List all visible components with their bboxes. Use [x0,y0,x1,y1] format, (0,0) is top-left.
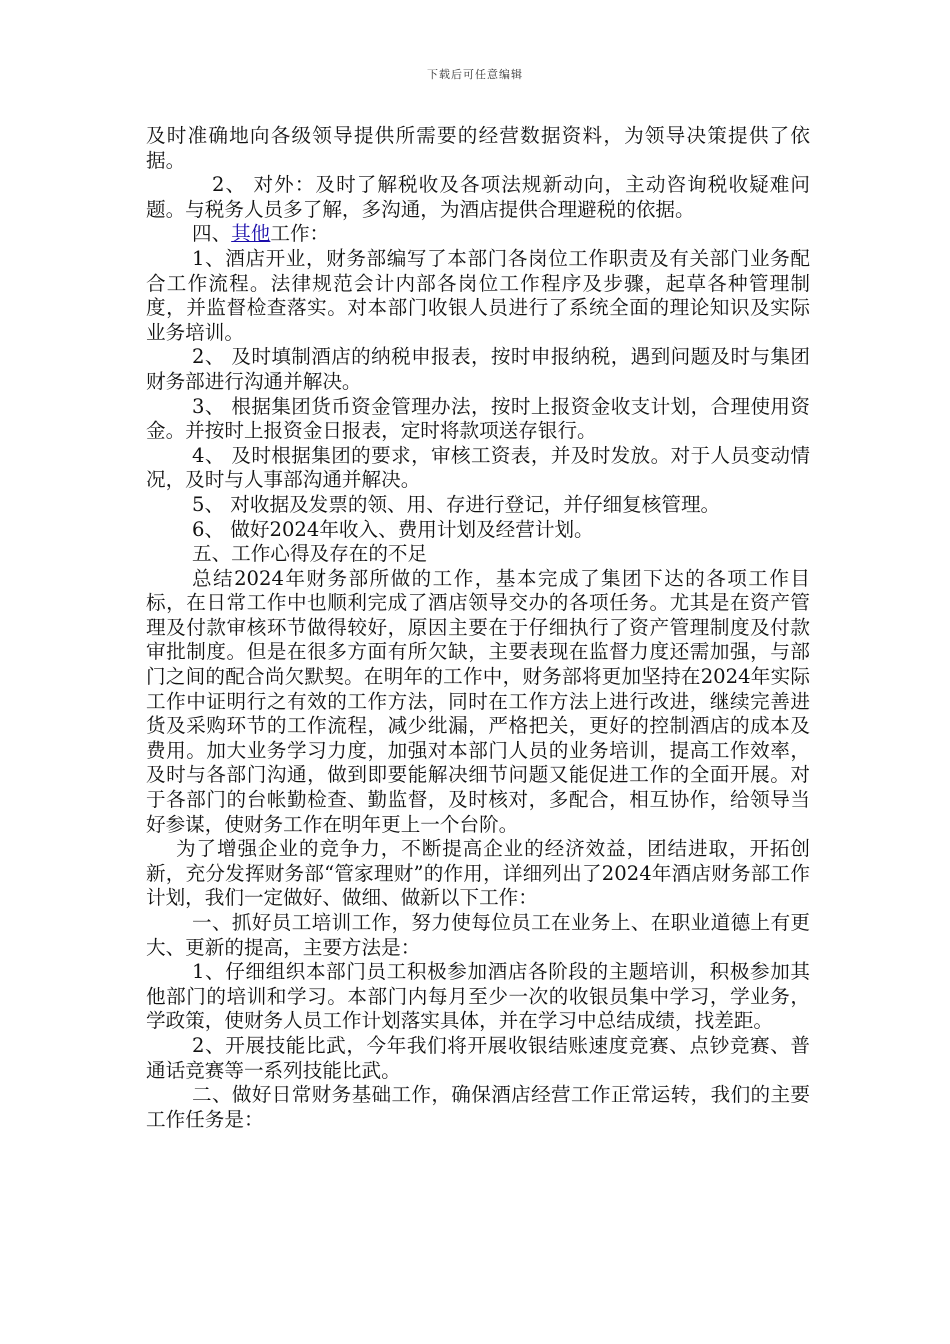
paragraph-external-tax: 2、 对外：及时了解税收及各项法规新动向，主动咨询税收疑难问题。与税务人员多了解，多沟通，为酒店提供合理避税的依据。 [146,173,810,221]
paragraph-training-1: 1、仔细组织本部门员工积极参加酒店各阶段的主题培训，积极参加其他部门的培训和学习。本部门内每月至少一次的收银员集中学习，学业务，学政策，使财务人员工作计划落实具体，并在学习中总结成绩，找差距。 [146,960,810,1033]
paragraph-training-2: 2、开展技能比武，今年我们将开展收银结账速度竞赛、点钞竞赛、普通话竞赛等一系列技能比武。 [146,1033,810,1082]
section-heading-daily-work: 二、做好日常财务基础工作，确保酒店经营工作正常运转，我们的主要工作任务是： [146,1083,810,1131]
paragraph-item-3: 3、 根据集团货币资金管理办法，按时上报资金收支计划，合理使用资金。并按时上报资金日报表，定时将款项送存银行。 [146,394,810,443]
paragraph-item-4: 4、 及时根据集团的要求，审核工资表，并及时发放。对于人员变动情况，及时与人事部沟通并解决。 [146,443,810,492]
paragraph-item-1: 1、酒店开业，财务部编写了本部门各岗位工作职责及有关部门业务配合工作流程。法律规范会计内部各岗位工作程序及步骤，起草各种管理制度，并监督检查落实。对本部门收银人员进行了系统全面的理论知识及实际业务培训。 [146,246,810,344]
paragraph-summary: 总结2024年财务部所做的工作，基本完成了集团下达的各项工作目标，在日常工作中也顺利完成了酒店领导交办的各项任务。尤其是在资产管理及付款审核环节做得较好，原因主要在于仔细执行了资产管理制度及付款审批制度。但是在很多方面有所欠缺，主要表现在监督力度还需加强，与部门之间的配合尚欠默契。在明年的工作中，财务部将更加坚持在2024年实际工作中证明行之有效的工作方法，同时在工作方法上进行改进，继续完善进货及采购环节的工作流程，减少纰漏，严格把关，更好的控制酒店的成本及费用。加大业务学习力度，加强对本部门人员的业务培训，提高工作效率，及时与各部门沟通，做到即要能解决细节问题又能促进工作的全面开展。对于各部门的台帐勤检查、勤监督，及时核对，多配合，相互协作，给领导当好参谋，使财务工作在明年更上一个台阶。 [146,566,810,836]
document-body [146,124,810,1132]
other-link[interactable]: 其他 [231,222,271,246]
paragraph-plan-intro: 为了增强企业的竞争力，不断提高企业的经济效益，团结进取，开拓创新，充分发挥财务部“管家理财”的作用，详细列出了2024年酒店财务部工作计划，我们一定做好、做细、做新以下工作： [146,837,810,910]
section-heading-experience: 五、工作心得及存在的不足 [192,542,428,566]
section-heading-prefix: 四、 [192,222,232,246]
section-heading-training: 一、抓好员工培训工作，努力使每位员工在业务上、在职业道德上有更大、更新的提高，主要方法是： [146,911,810,959]
page-header: 下载后可任意编辑 [427,68,523,81]
paragraph-item-6: 6、 做好2024年收入、费用计划及经营计划。 [192,517,594,541]
paragraph-item-5: 5、 对收据及发票的领、用、存进行登记，并仔细复核管理。 [192,492,721,516]
paragraph-item-2: 2、 及时填制酒店的纳税申报表，按时申报纳税，遇到问题及时与集团财务部进行沟通并解决。 [146,345,810,393]
paragraph-decision-support: 及时准确地向各级领导提供所需要的经营数据资料，为领导决策提供了依据。 [146,124,810,172]
section-heading-other-work [146,222,810,247]
section-heading-suffix: 工作： [270,222,330,246]
